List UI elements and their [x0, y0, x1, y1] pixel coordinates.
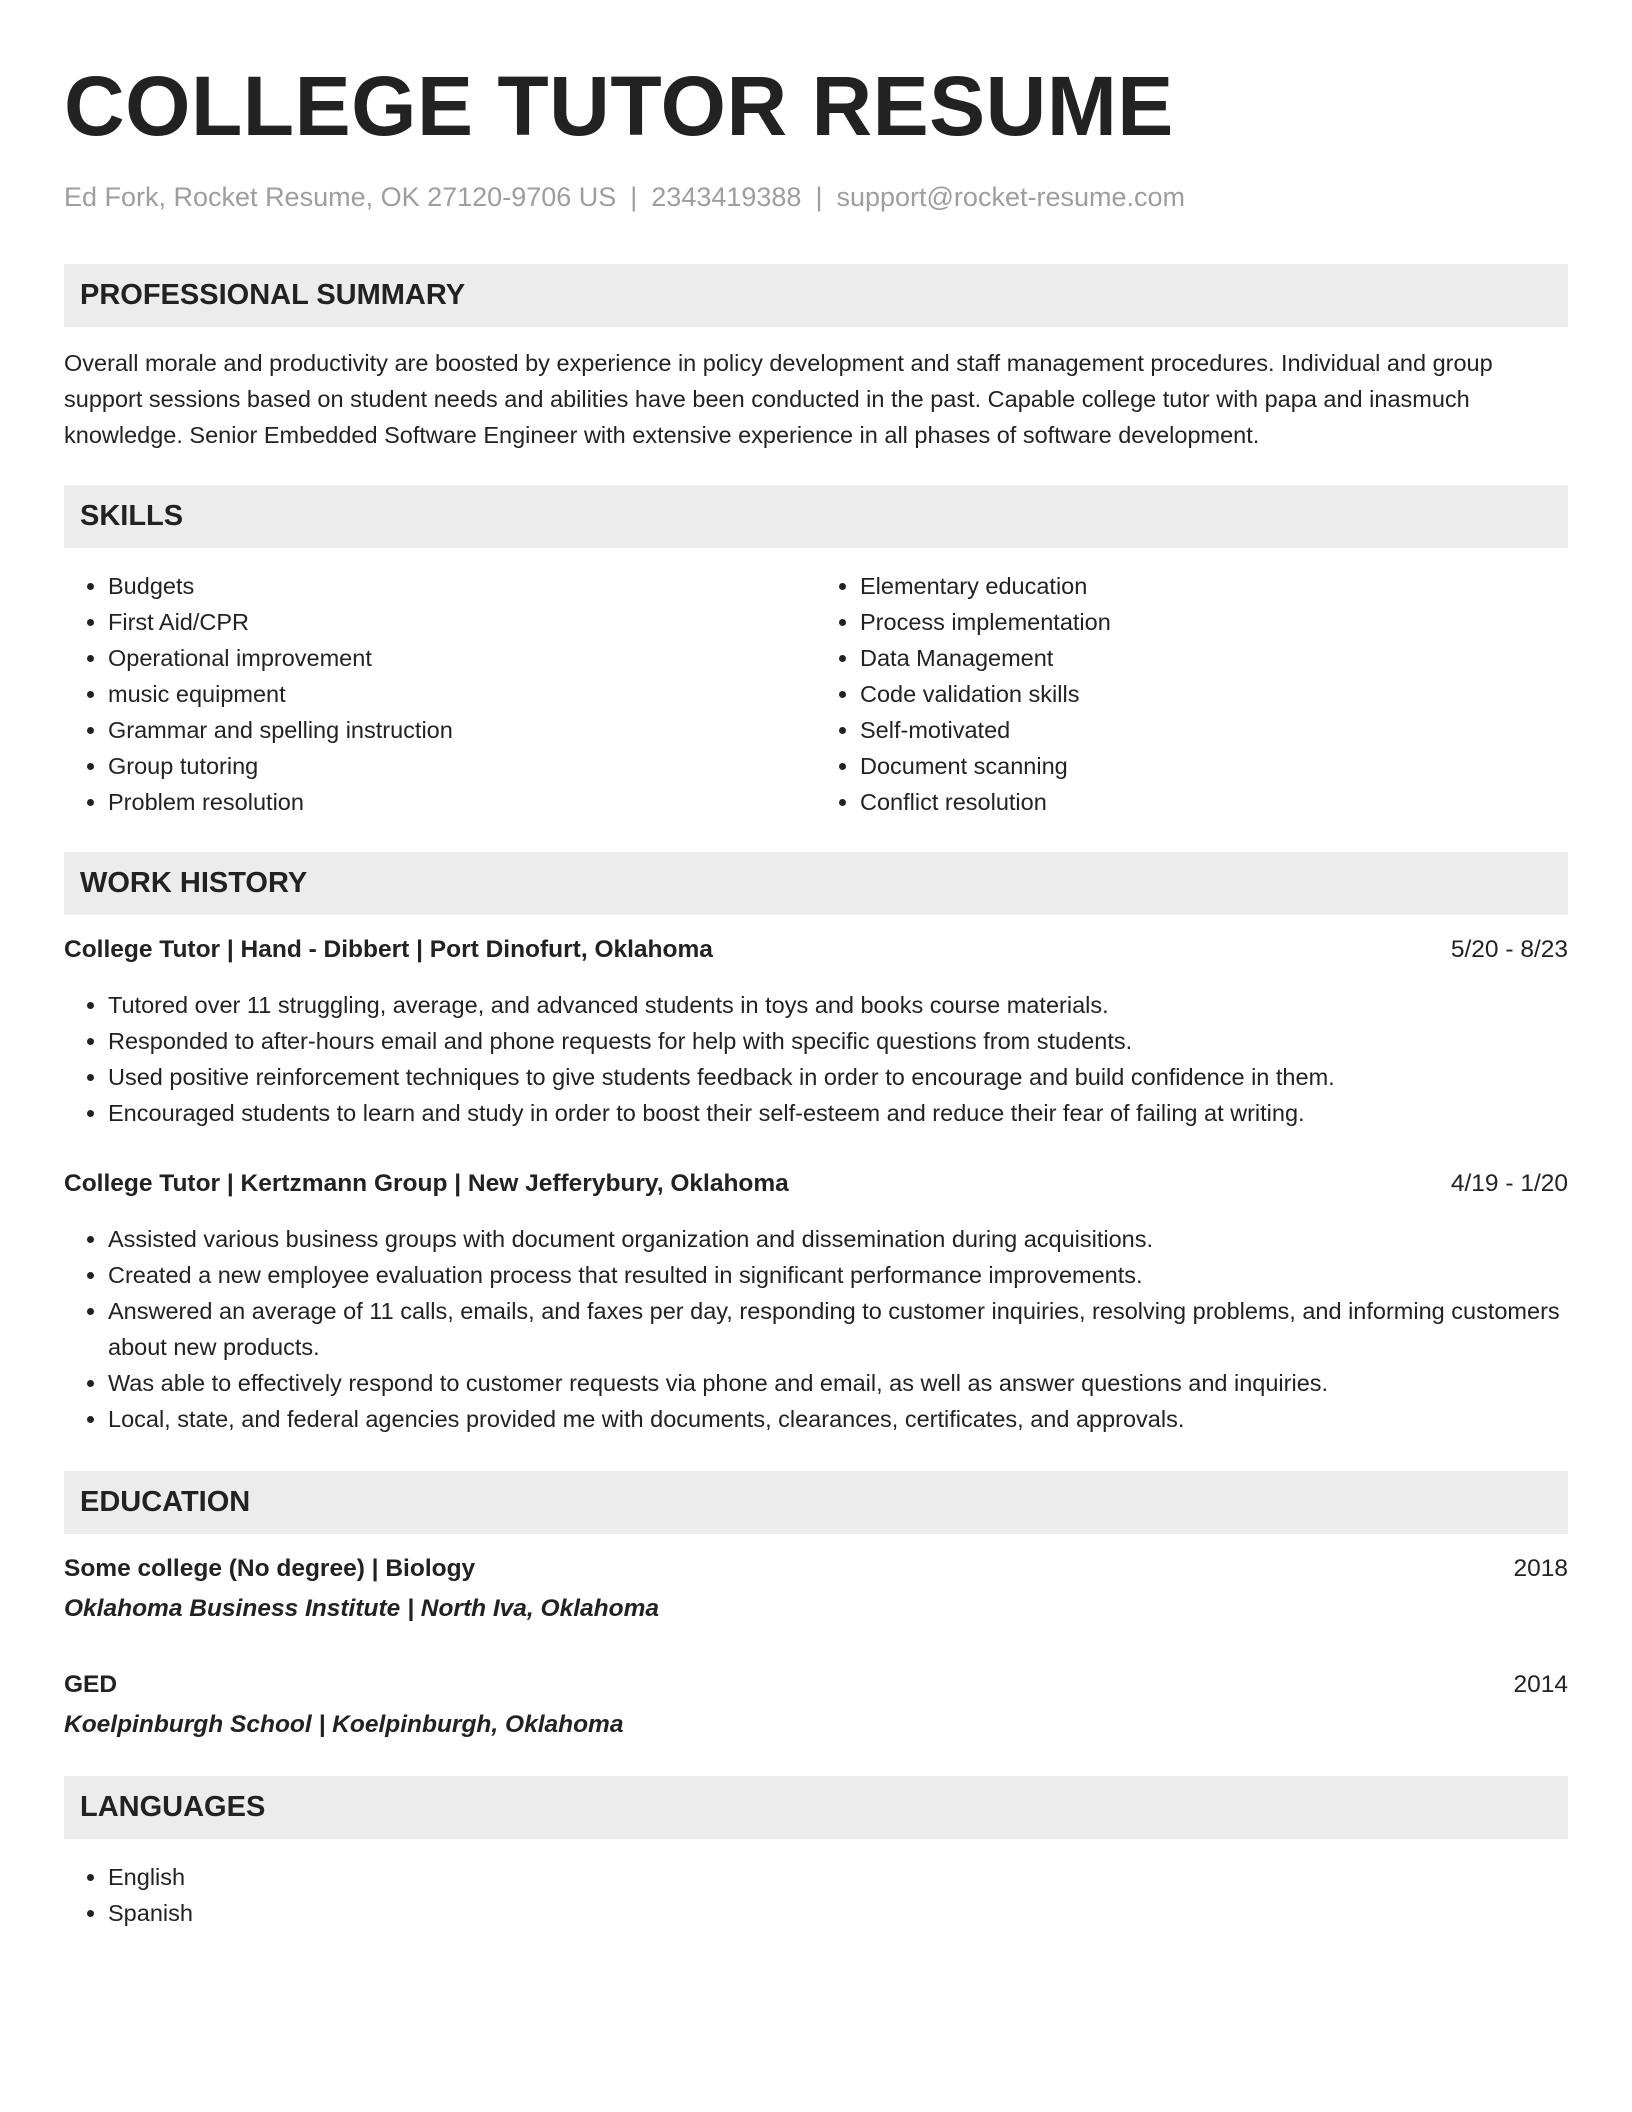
skill-item: • First Aid/CPR — [108, 604, 816, 640]
job-bullet: • Used positive reinforcement techniques to give students feedback in order to encourage and build confidence in them. — [108, 1059, 1568, 1095]
skill-item: • Data Management — [860, 640, 1568, 676]
skill-item: • Self-motivated — [860, 712, 1568, 748]
education-school: Koelpinburgh School | Koelpinburgh, Oklahoma — [64, 1711, 624, 1738]
education-entry — [64, 1668, 1568, 1742]
skill-item: • music equipment — [108, 676, 816, 712]
job-bullet: • Assisted various business groups with document organization and dissemination during acquisitions. — [108, 1221, 1568, 1257]
job-entry — [64, 1167, 1568, 1437]
section-header-skills: SKILLS — [64, 485, 1568, 548]
skill-item: • Elementary education — [860, 568, 1568, 604]
skill-item: • Process implementation — [860, 604, 1568, 640]
job-bullets — [64, 1221, 1568, 1437]
job-bullet: • Encouraged students to learn and study in order to boost their self-esteem and reduce their fear of failing at writing. — [108, 1095, 1568, 1131]
job-bullet: • Responded to after-hours email and phone requests for help with specific questions from students. — [108, 1023, 1568, 1059]
education-school: Oklahoma Business Institute | North Iva, Oklahoma — [64, 1595, 659, 1622]
education-degree: Some college (No degree) | Biology — [64, 1555, 476, 1582]
skill-item: • Document scanning — [860, 748, 1568, 784]
skill-item: • Operational improvement — [108, 640, 816, 676]
section-header-summary: PROFESSIONAL SUMMARY — [64, 264, 1568, 327]
language-item: • English — [108, 1859, 1568, 1895]
resume-title: COLLEGE TUTOR RESUME — [64, 59, 1174, 153]
education-year: 2018 — [1513, 1555, 1568, 1582]
section-header-education: EDUCATION — [64, 1471, 1568, 1534]
contact-email: support@rocket-resume.com — [836, 182, 1185, 212]
job-bullet: • Answered an average of 11 calls, emails, and faxes per day, responding to customer inquiries, resolving problems, and informing customers about new products. — [108, 1293, 1568, 1365]
job-dates: 5/20 - 8/23 — [1450, 936, 1568, 963]
job-bullet: • Tutored over 11 struggling, average, and advanced students in toys and books course materials. — [108, 987, 1568, 1023]
language-item: • Spanish — [108, 1895, 1568, 1931]
skill-item: • Conflict resolution — [860, 784, 1568, 820]
skill-item: • Problem resolution — [108, 784, 816, 820]
job-title: College Tutor | Hand - Dibbert | Port Dinofurt, Oklahoma — [64, 936, 713, 963]
education-year: 2014 — [1513, 1671, 1568, 1698]
skill-item: • Code validation skills — [860, 676, 1568, 712]
summary-text: Overall morale and productivity are boosted by experience in policy development and staff management procedures. Individual and group support sessions based on student needs and abilities have been conducted in the past. Capable college tutor with papa and inasmuch knowledge. Senior Embedded Software Engineer with extensive experience in all phases of software development. — [64, 350, 1493, 448]
job-bullet: • Created a new employee evaluation process that resulted in significant performance improvements. — [108, 1257, 1568, 1293]
skills-column-right — [816, 568, 1568, 820]
section-header-work-history: WORK HISTORY — [64, 852, 1568, 915]
job-bullet: • Local, state, and federal agencies provided me with documents, clearances, certificates, and approvals. — [108, 1401, 1568, 1437]
education-entry — [64, 1552, 1568, 1626]
skill-item: • Group tutoring — [108, 748, 816, 784]
job-header — [64, 933, 1568, 967]
job-bullet: • Was able to effectively respond to customer requests via phone and email, as well as answer questions and inquiries. — [108, 1365, 1568, 1401]
education-degree: GED — [64, 1671, 118, 1698]
contact-phone: 2343419388 — [651, 182, 802, 212]
job-title: College Tutor | Kertzmann Group | New Jefferybury, Oklahoma — [64, 1170, 789, 1197]
skill-item: • Grammar and spelling instruction — [108, 712, 816, 748]
skills-list — [64, 568, 1568, 820]
job-header — [64, 1167, 1568, 1201]
job-bullets — [64, 987, 1568, 1131]
job-entry — [64, 933, 1568, 1131]
skills-column-left — [64, 568, 816, 820]
contact-separator: | — [630, 182, 638, 212]
languages-list — [64, 1859, 1568, 1931]
contact-line — [64, 180, 1568, 214]
skill-item: • Budgets — [108, 568, 816, 604]
education-header — [64, 1552, 1568, 1586]
contact-address: Ed Fork, Rocket Resume, OK 27120-9706 US — [64, 182, 617, 212]
job-dates: 4/19 - 1/20 — [1450, 1170, 1568, 1197]
education-header — [64, 1668, 1568, 1702]
contact-separator: | — [815, 182, 823, 212]
section-header-languages: LANGUAGES — [64, 1776, 1568, 1839]
